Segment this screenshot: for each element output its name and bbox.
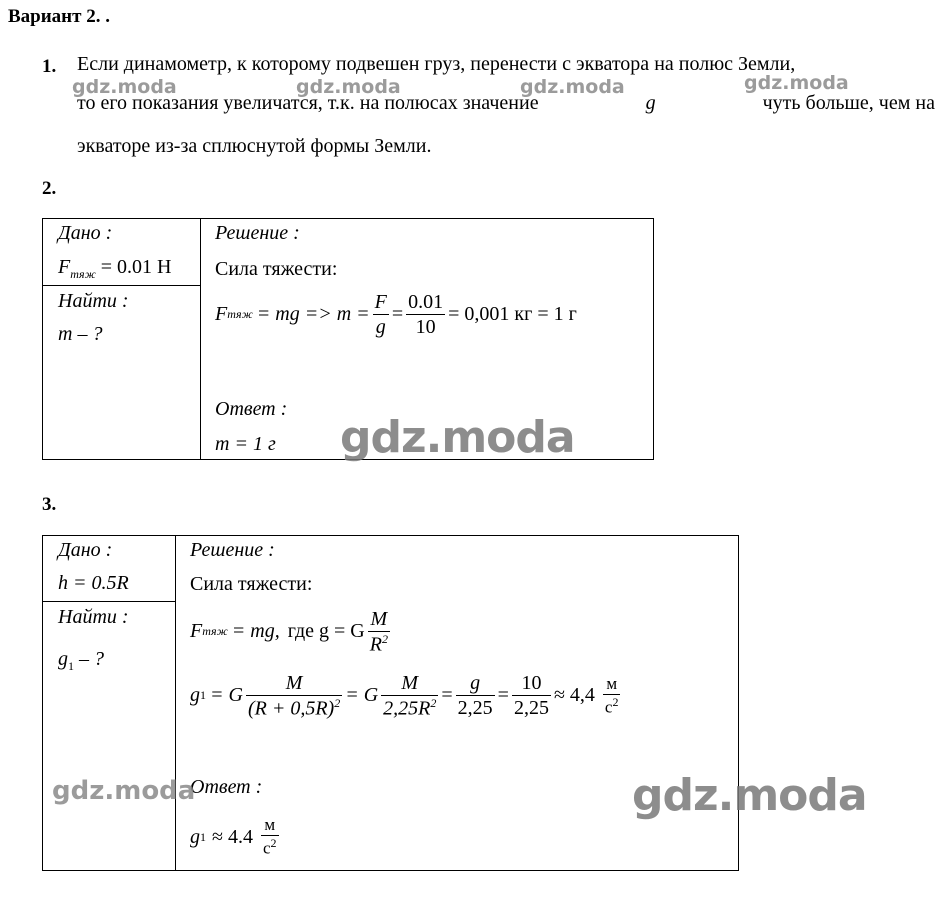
gravity-subscript: 1 bbox=[200, 688, 206, 703]
watermark: gdz.moda bbox=[52, 776, 196, 806]
fraction-bottom: 2,25 bbox=[513, 697, 549, 720]
fraction-bottom: 2,25 bbox=[457, 697, 493, 720]
solution-label: Решение : bbox=[190, 539, 275, 561]
given-label: Дано : bbox=[58, 539, 113, 561]
fraction-top: M bbox=[370, 608, 388, 630]
fraction: $\frac{M}{2,25R^2}$ bbox=[383, 672, 437, 720]
fraction bbox=[406, 290, 445, 339]
force-symbol: F bbox=[190, 620, 203, 643]
find-label: Найти : bbox=[58, 290, 129, 312]
equation-part: = mg, bbox=[231, 620, 280, 643]
fraction bbox=[456, 671, 495, 720]
fraction bbox=[373, 290, 389, 339]
fraction-bottom: 2,25R bbox=[383, 697, 431, 720]
fraction-top: 10 bbox=[521, 672, 542, 695]
equation-part: = mg => m = bbox=[256, 303, 370, 325]
unit-fraction: $\frac{м}{с^2}$ bbox=[604, 673, 619, 717]
watermark: gdz.moda bbox=[72, 76, 177, 98]
fraction-top: M bbox=[285, 672, 303, 694]
fraction-top: F bbox=[374, 291, 387, 313]
gravity-symbol: g bbox=[190, 684, 200, 707]
equation-result: = 0,001 кг = 1 г bbox=[448, 303, 577, 325]
equation-2 bbox=[190, 671, 623, 721]
equation-part: = bbox=[441, 684, 453, 707]
find-label: Найти : bbox=[58, 606, 129, 628]
find-question: – ? bbox=[74, 648, 104, 670]
watermark: gdz.moda bbox=[632, 770, 867, 821]
force-subscript: тяж bbox=[227, 307, 253, 321]
answer-number: ≈ 4.4 bbox=[212, 825, 253, 848]
equation-result: ≈ 4,4 bbox=[553, 684, 595, 707]
given-value: h = 0.5R bbox=[58, 572, 129, 594]
fraction: $\frac{M}{R^2}$ bbox=[369, 608, 388, 656]
watermark: gdz.moda bbox=[520, 76, 625, 98]
gravity-subscript: 1 bbox=[200, 829, 206, 844]
unit-bottom: с bbox=[604, 697, 613, 717]
answer-label: Ответ : bbox=[215, 398, 288, 420]
fraction bbox=[512, 671, 551, 720]
force-subscript: тяж bbox=[70, 267, 96, 281]
fraction-top: M bbox=[401, 672, 419, 694]
force-symbol: F bbox=[58, 256, 71, 278]
watermark: gdz.moda bbox=[296, 76, 401, 98]
unit-top: м bbox=[606, 673, 618, 693]
solution-text: Сила тяжести: bbox=[215, 258, 338, 280]
find-value: m – ? bbox=[58, 323, 103, 345]
force-subscript: тяж bbox=[202, 624, 228, 639]
fraction: $\frac{M}{(R + 0,5R)^2}$ bbox=[247, 672, 341, 720]
fraction-bottom: 10 bbox=[415, 316, 436, 338]
find-value bbox=[58, 648, 104, 674]
solution-equation bbox=[215, 290, 577, 339]
question-1-line-2 bbox=[77, 92, 935, 115]
unit-bottom: с bbox=[262, 839, 271, 859]
answer-label: Ответ : bbox=[190, 776, 263, 798]
answer-value: m = 1 г bbox=[215, 433, 276, 455]
watermark: gdz.moda bbox=[744, 72, 849, 94]
equation-1 bbox=[190, 607, 393, 657]
force-symbol: F bbox=[215, 303, 228, 325]
answer-value bbox=[190, 815, 282, 859]
question-2-number: 2. bbox=[42, 178, 57, 199]
question-1-line-1: Если динамометр, к которому подвешен груз, перенести с экватора на полюс Земли, bbox=[77, 53, 796, 75]
given-label: Дано : bbox=[58, 222, 113, 244]
table-divider bbox=[42, 285, 200, 286]
table-divider bbox=[175, 535, 176, 871]
solution-label: Решение : bbox=[215, 222, 300, 244]
gravity-symbol: g bbox=[58, 648, 68, 670]
table-divider bbox=[200, 218, 201, 460]
force-value: = 0.01 Н bbox=[100, 256, 172, 278]
question-1-number: 1. bbox=[42, 56, 57, 77]
gravity-subscript: 1 bbox=[68, 659, 74, 673]
table-divider bbox=[42, 601, 175, 602]
unit-top: м bbox=[264, 815, 276, 834]
question-1-line-3: экваторе из-за сплюснутой формы Земли. bbox=[77, 135, 432, 157]
fraction-top: 0.01 bbox=[408, 291, 444, 313]
equation-part: где g = G bbox=[287, 620, 365, 643]
fraction-bottom: (R + 0,5R) bbox=[247, 697, 335, 720]
equation-part: = bbox=[497, 684, 509, 707]
symbol-g: g bbox=[645, 92, 656, 114]
question-1-line-2-b: чуть больше, чем на bbox=[762, 92, 935, 114]
equation-part: = G bbox=[345, 684, 379, 707]
fraction-bottom: g bbox=[375, 316, 386, 338]
page-title: Вариант 2. . bbox=[8, 6, 110, 27]
watermark: gdz.moda bbox=[340, 412, 575, 463]
equation-part: = bbox=[391, 303, 404, 325]
fraction-bottom: R bbox=[369, 633, 382, 656]
fraction-top: g bbox=[470, 672, 481, 695]
given-value bbox=[58, 256, 172, 282]
equation-part: = G bbox=[210, 684, 243, 707]
unit-fraction: $\frac{м}{с^2}$ bbox=[262, 815, 277, 859]
question-3-number: 3. bbox=[42, 494, 57, 515]
solution-text: Сила тяжести: bbox=[190, 573, 313, 595]
gravity-symbol: g bbox=[190, 825, 200, 848]
question-1-line-2-a: то его показания увеличатся, т.к. на полюсах значение bbox=[77, 92, 539, 114]
